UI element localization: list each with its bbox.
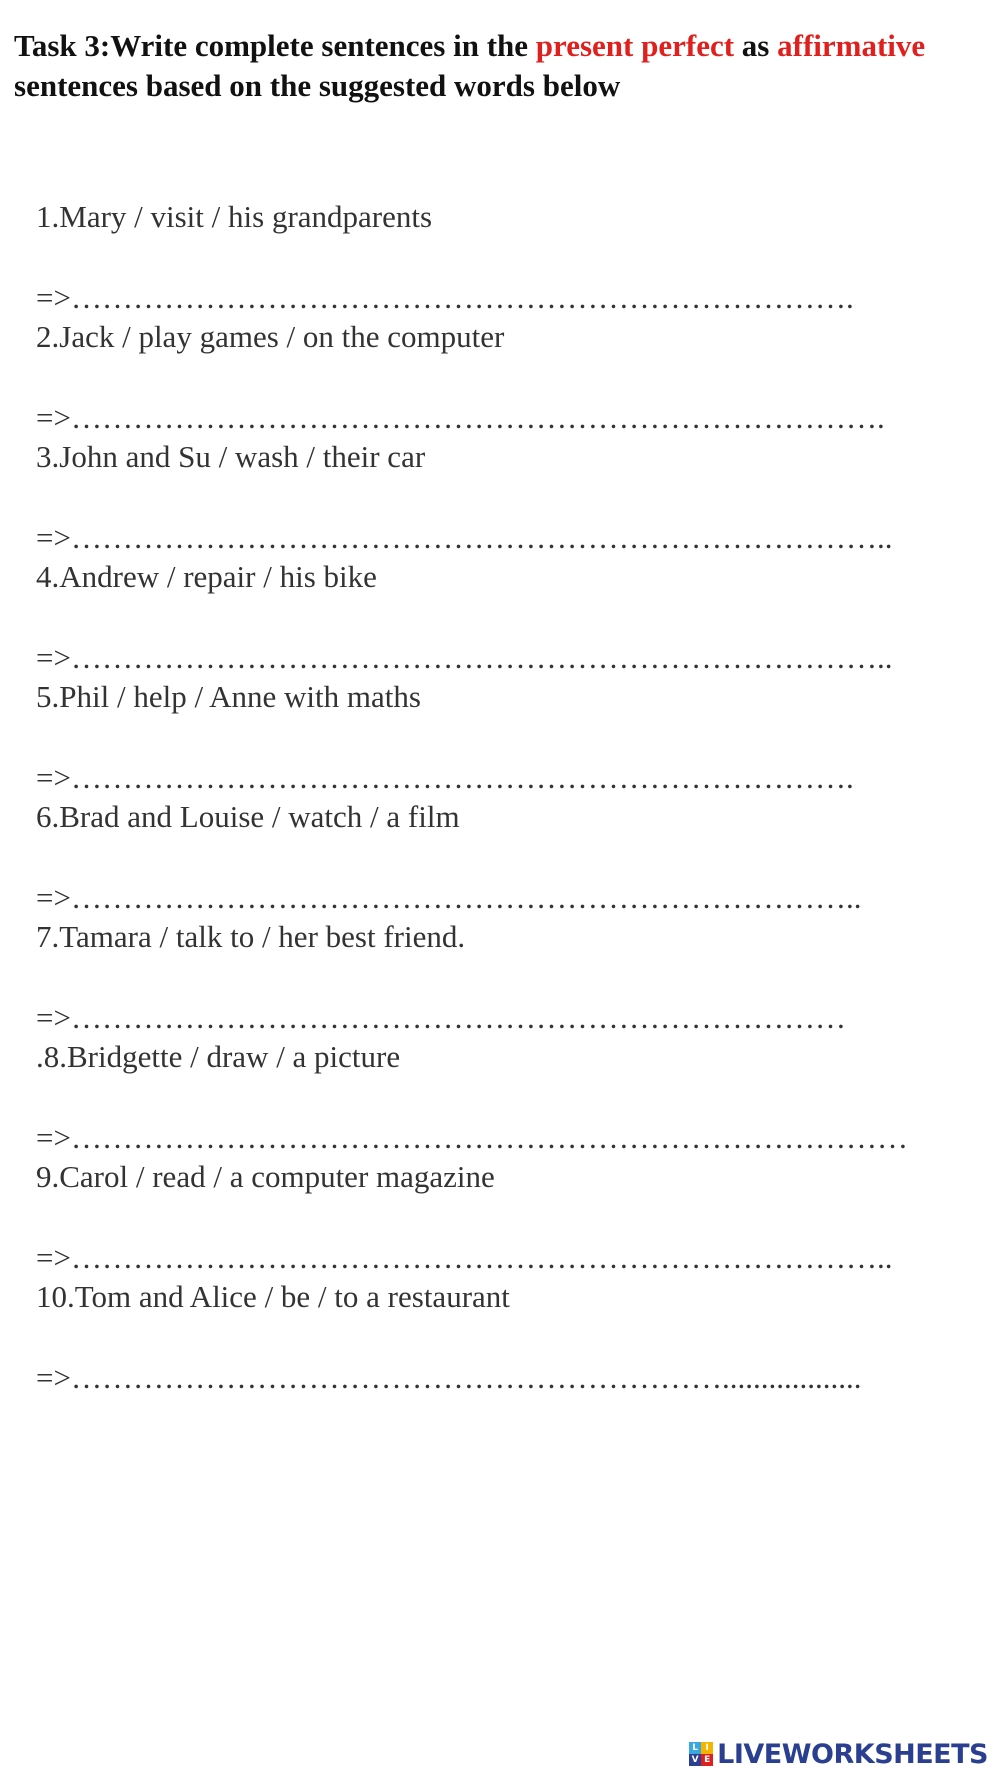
answer-line[interactable]: =>…………………………………………………………………. — [36, 760, 854, 795]
item-prompt: 1.Mary / visit / his grandparents — [36, 199, 433, 234]
item-prompt: 4.Andrew / repair / his bike — [36, 559, 377, 594]
item-prompt: 9.Carol / read / a computer magazine — [36, 1159, 495, 1194]
exercise-item-1 — [36, 199, 986, 316]
answer-line[interactable]: =>………………………………………………………………… — [36, 1000, 846, 1035]
logo-letter: L — [689, 1742, 701, 1754]
logo-letter: I — [701, 1742, 713, 1754]
answer-line[interactable]: =>…………………………………………………………………….. — [36, 1240, 893, 1275]
logo-text: LIVEWORKSHEETS — [717, 1738, 988, 1770]
title-text: as — [734, 28, 778, 63]
exercise-item-4 — [36, 559, 986, 676]
item-prompt: 6.Brad and Louise / watch / a film — [36, 799, 460, 834]
item-prompt: 7.Tamara / talk to / her best friend. — [36, 919, 466, 954]
exercise-item-8 — [36, 1039, 986, 1156]
answer-line[interactable]: =>……………………………………………………….................. — [36, 1360, 862, 1395]
live-logo-icon — [689, 1742, 713, 1766]
answer-line[interactable]: =>……………………………………………………………………… — [36, 1120, 908, 1155]
title-text: Task 3:Write complete sentences in the — [14, 28, 536, 63]
item-prompt: 3.John and Su / wash / their car — [36, 439, 426, 474]
answer-line[interactable]: =>…………………………………………………………………….. — [36, 520, 893, 555]
task-title — [14, 26, 974, 106]
exercise-item-5 — [36, 679, 986, 796]
exercise-item-2 — [36, 319, 986, 436]
title-highlight-affirmative: affirmative — [777, 28, 926, 63]
answer-line[interactable]: =>………………………………………………………………….. — [36, 880, 862, 915]
answer-line[interactable]: =>……………………………………………………………………. — [36, 400, 885, 435]
title-highlight-present-perfect: present perfect — [535, 28, 735, 63]
exercise-item-9 — [36, 1159, 986, 1276]
liveworksheets-logo — [689, 1737, 988, 1771]
item-prompt: .8.Bridgette / draw / a picture — [36, 1039, 401, 1074]
title-text: sentences based on the suggested words below — [14, 68, 621, 103]
answer-line[interactable]: =>…………………………………………………………………….. — [36, 640, 893, 675]
item-prompt: 2.Jack / play games / on the computer — [36, 319, 505, 354]
exercise-item-10 — [36, 1279, 986, 1396]
item-prompt: 5.Phil / help / Anne with maths — [36, 679, 421, 714]
exercise-item-7 — [36, 919, 986, 1036]
exercise-item-3 — [36, 439, 986, 556]
answer-line[interactable]: =>…………………………………………………………………. — [36, 280, 854, 315]
logo-letter: E — [701, 1754, 713, 1766]
item-prompt: 10.Tom and Alice / be / to a restaurant — [36, 1279, 510, 1314]
exercise-item-6 — [36, 799, 986, 916]
logo-letter: V — [689, 1754, 701, 1766]
